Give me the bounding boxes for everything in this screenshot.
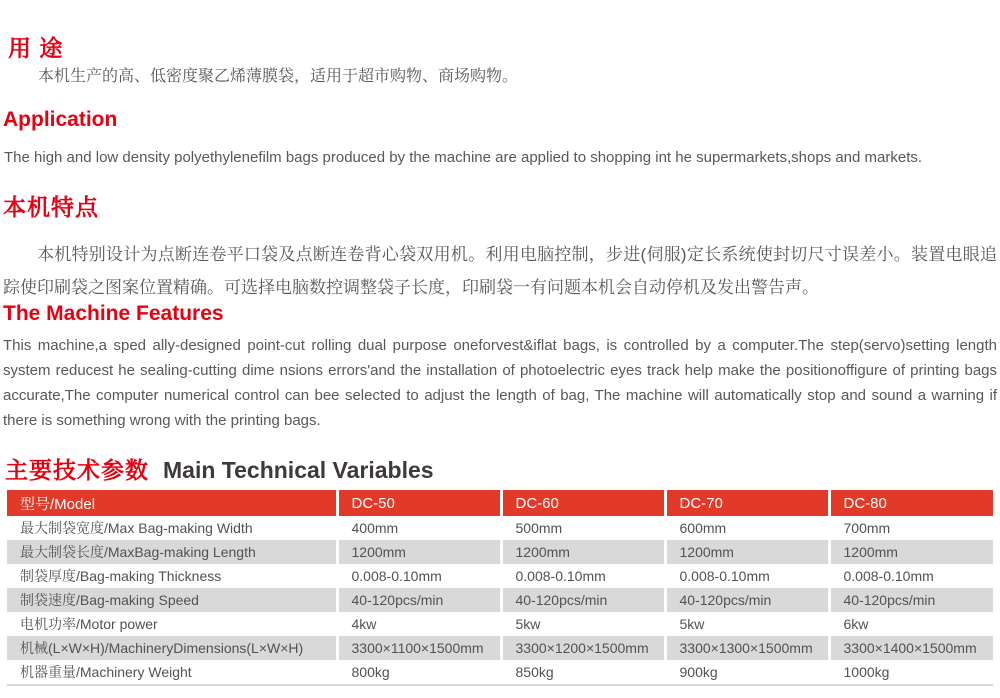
spec-value: 1200mm [665, 540, 829, 564]
spec-row-max-length [7, 540, 993, 564]
spec-row-label: 制袋厚度/Bag-making Thickness [7, 564, 337, 588]
spec-value: 40-120pcs/min [501, 588, 665, 612]
spec-row-label: 机械(L×W×H)/MachineryDimensions(L×W×H) [7, 636, 337, 660]
usage-section-body: 本机生产的高、低密度聚乙烯薄膜袋，适用于超市购物、商场购物。 [38, 68, 519, 85]
spec-value: 700mm [829, 516, 993, 540]
specs-table [7, 490, 993, 684]
spec-row-motor-power [7, 612, 993, 636]
spec-value: 800kg [337, 660, 501, 684]
spec-value: 400mm [337, 516, 501, 540]
application-section-body: The high and low density polyethylenefilm bags produced by the machine are applied to shopping int he supermarkets,shops and markets. [4, 149, 923, 166]
spec-col-header-model: 型号/Model [7, 490, 337, 516]
spec-row-label: 制袋速度/Bag-making Speed [7, 588, 337, 612]
spec-value: 600mm [665, 516, 829, 540]
spec-value: 3300×1200×1500mm [501, 636, 665, 660]
spec-row-weight [7, 660, 993, 684]
spec-col-header-dc80: DC-80 [829, 490, 993, 516]
machine-features-en-body: This machine,a sped ally-designed point-cut rolling dual purpose oneforvest&iflat bags, is controlled by a computer.The step(servo)setting length system reducest he sealing-cutting dime nsions errors'and the installation of photoelectric eyes track help make the positionoffigure of printing bags accurate,The computer numerical control can bee selected to adjust the length of bag, The machine will automatically stop and sound a warning if there is something wrong with the printing bags. [3, 337, 997, 429]
spec-value: 1200mm [501, 540, 665, 564]
spec-row-label: 电机功率/Motor power [7, 612, 337, 636]
spec-value: 1000kg [829, 660, 993, 684]
spec-col-header-dc70: DC-70 [665, 490, 829, 516]
spec-row-label: 最大制袋宽度/Max Bag-making Width [7, 516, 337, 540]
spec-value: 1200mm [829, 540, 993, 564]
spec-value: 5kw [501, 612, 665, 636]
spec-value: 40-120pcs/min [665, 588, 829, 612]
spec-row-speed [7, 588, 993, 612]
table-bottom-rule [7, 684, 993, 686]
specs-title-cn: 主要技术参数 [5, 457, 149, 483]
usage-section-title: 用 途 [8, 35, 64, 61]
spec-col-header-dc50: DC-50 [337, 490, 501, 516]
spec-value: 4kw [337, 612, 501, 636]
specs-section-title [5, 452, 434, 485]
spec-value: 1200mm [337, 540, 501, 564]
spec-row-label: 机器重量/Machinery Weight [7, 660, 337, 684]
spec-row-max-width [7, 516, 993, 540]
spec-value: 0.008-0.10mm [337, 564, 501, 588]
spec-value: 900kg [665, 660, 829, 684]
spec-value: 6kw [829, 612, 993, 636]
spec-value: 40-120pcs/min [829, 588, 993, 612]
spec-value: 40-120pcs/min [337, 588, 501, 612]
specs-header-row [7, 490, 993, 516]
machine-features-cn-body: 本机特别设计为点断连卷平口袋及点断连卷背心袋双用机。利用电脑控制，步进(伺服)定长系统使封切尺寸误差小。装置电眼追踪使印刷袋之图案位置精确。可选择电脑数控调整袋子长度，印刷袋一有问题本机会自动停机及发出警告声。 [3, 245, 997, 297]
spec-value: 500mm [501, 516, 665, 540]
specs-title-en: Main Technical Variables [163, 457, 434, 483]
spec-value: 3300×1300×1500mm [665, 636, 829, 660]
spec-value: 3300×1400×1500mm [829, 636, 993, 660]
spec-row-dimensions [7, 636, 993, 660]
spec-value: 850kg [501, 660, 665, 684]
spec-value: 5kw [665, 612, 829, 636]
spec-value: 0.008-0.10mm [829, 564, 993, 588]
machine-features-en-title: The Machine Features [3, 302, 224, 325]
spec-row-thickness [7, 564, 993, 588]
spec-col-header-dc60: DC-60 [501, 490, 665, 516]
spec-row-label: 最大制袋长度/MaxBag-making Length [7, 540, 337, 564]
spec-value: 0.008-0.10mm [665, 564, 829, 588]
spec-value: 3300×1100×1500mm [337, 636, 501, 660]
machine-features-cn-title: 本机特点 [3, 194, 99, 220]
specs-table-wrap [7, 490, 993, 686]
application-section-title: Application [3, 108, 118, 131]
spec-value: 0.008-0.10mm [501, 564, 665, 588]
